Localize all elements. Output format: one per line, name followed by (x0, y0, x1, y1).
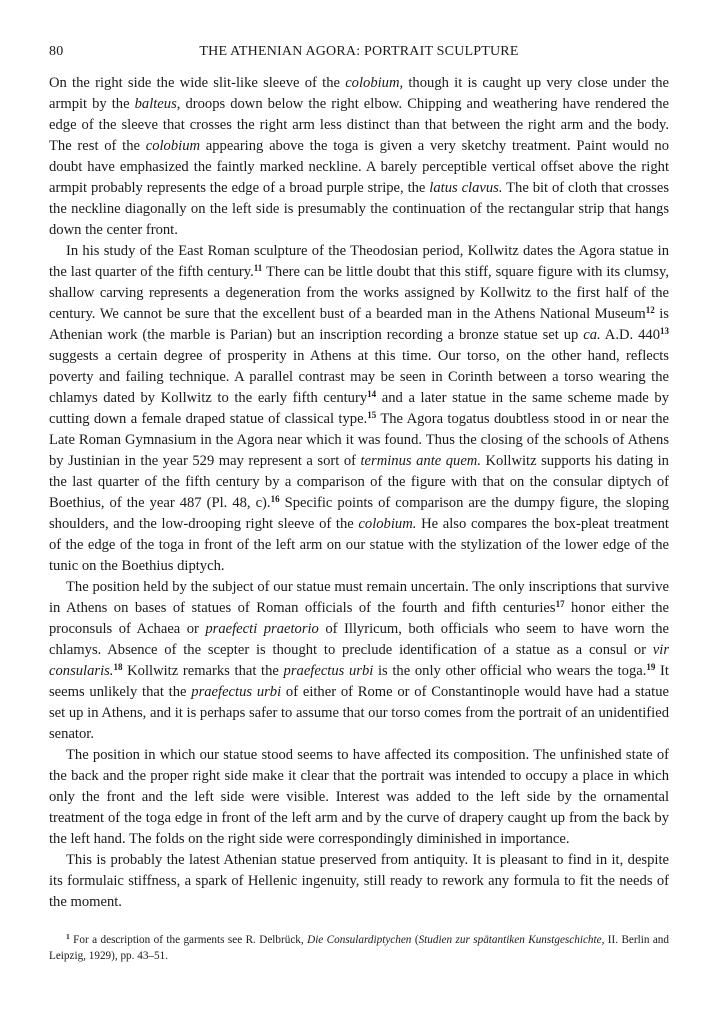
footnote-ref: 17 (555, 599, 565, 609)
body-text (49, 73, 669, 913)
running-header (49, 44, 669, 64)
text-run: A.D. 440 (600, 327, 660, 343)
footnote-ref: 14 (367, 389, 377, 399)
text-run: Kollwitz remarks that the (122, 663, 284, 679)
text-run: honor either the proconsuls of Achaea or (49, 600, 670, 637)
text-run: For a description of the garments see R. Delbrück, (69, 934, 308, 946)
page-number: 80 (49, 44, 64, 59)
text-run: appearing above the toga is given a very sketchy treatment. Paint would no doubt have emphasized the faintly marked neckline. A barely perceptible vertical offset above the right armpit probably represents the edge of a broad purple stripe, the (49, 138, 669, 196)
paragraph (49, 241, 669, 577)
text-run: There can be little doubt that this stiff, square figure with its clumsy, shallow carving represents a degeneration from the works assigned by Kollwitz to the first half of the century. We cannot be sure that the excellent bust of a bearded man in the Athens National Museum (49, 264, 669, 322)
italic-text: ca. (583, 327, 601, 343)
text-run: though it is caught up very close under the armpit by the (49, 75, 670, 112)
text-run: On the right side the wide slit-like sleeve of the (49, 75, 346, 91)
italic-text: vir consularis. (49, 642, 669, 679)
italic-text: colobium, (345, 75, 404, 91)
running-title: THE ATHENIAN AGORA: PORTRAIT SCULPTURE (199, 44, 519, 59)
italic-text: balteus, (134, 96, 181, 112)
footnote-ref: 11 (253, 263, 263, 273)
italic-text: praefectus urbi (191, 684, 282, 700)
footnote-ref: 15 (367, 410, 377, 420)
text-run: is Athenian work (the marble is Parian) but an inscription recording a bronze statue set up (49, 306, 669, 343)
paragraph (49, 73, 669, 241)
italic-text: terminus ante quem. (360, 453, 481, 469)
footnote (49, 932, 669, 964)
text-run: ( (411, 934, 419, 946)
text-run: Kollwitz supports his dating in the last quarter of the fifth century by a comparison of the figure with that on the consular diptych of Boethius, of the year 487 (Pl. 48, c). (49, 453, 669, 511)
text-run: of Illyricum, both officials who seem to have worn the chlamys. Absence of the scepter is thought to preclude identification of a statue as a consul or (49, 621, 669, 658)
footnotes (49, 932, 669, 964)
text-run: and a later statue in the same scheme made by cutting down a female draped statue of classical type. (49, 390, 669, 427)
text-run: It seems unlikely that the (49, 663, 669, 700)
text-run: Specific points of comparison are the dumpy figure, the sloping shoulders, and the low-drooping right sleeve of the (49, 495, 669, 532)
text-run: The position held by the subject of our statue must remain uncertain. The only inscriptions that survive in Athens on bases of statues of Roman officials of the fourth and fifth centuries (49, 579, 669, 616)
italic-text: colobium. (358, 516, 417, 532)
text-run: suggests a certain degree of prosperity in Athens at this time. Our torso, on the other hand, reflects poverty and failing technique. A parallel contrast may be seen in Corinth between a torso wearing the chlamys dated by Kollwitz to the early fifth century (49, 348, 669, 406)
paragraph (49, 577, 669, 745)
text-run: He also compares the box-pleat treatment of the edge of the toga in front of the left arm on our statue with the stylization of the lower edge of the tunic on the Boethius diptych. (49, 516, 669, 574)
text-run: The position in which our statue stood seems to have affected its composition. The unfinished state of the back and the proper right side make it clear that the portrait was intended to occupy a place in which only the front and the left side were visible. Interest was added to the left side by the ornamental treatment of the toga edge in front of the left arm and by the curve of drapery caught up from the back by the left hand. The folds on the right side were correspondingly diminished in importance. (49, 747, 669, 847)
text-run: The Agora togatus doubtless stood in or near the Late Roman Gymnasium in the Agora near which it was found. Thus the closing of the schools of Athens by Justinian in the year 529 may represent a sort of (49, 411, 670, 469)
italic-text: praefectus urbi (283, 663, 374, 679)
text-run: II. Berlin and Leipzig, 1929), pp. 43–51. (49, 934, 669, 962)
paragraph (49, 745, 669, 850)
footnote-ref: 16 (270, 494, 280, 504)
footnote-ref: 1 (66, 932, 70, 941)
text-run: This is probably the latest Athenian statue preserved from antiquity. It is pleasant to find in it, despite its formulaic stiffness, a spark of Hellenic ingenuity, still ready to rework any formula to fit the needs of the moment. (49, 852, 669, 910)
italic-text: latus clavus. (429, 180, 503, 196)
italic-text: praefecti praetorio (205, 621, 319, 637)
italic-text: Die Consulardiptychen (307, 934, 412, 946)
italic-text: Studien zur spätantiken Kunstgeschichte, (418, 934, 605, 946)
text-run: is the only other official who wears the toga. (373, 663, 647, 679)
footnote-ref: 18 (113, 662, 123, 672)
text-run: The bit of cloth that crosses the neckline diagonally on the left side is presumably the continuation of the rectangular strip that hangs down the center front. (49, 180, 670, 238)
italic-text: colobium (145, 138, 201, 154)
footnote-ref: 19 (646, 662, 656, 672)
text-run: of either of Rome or of Constantinople would have had a statue set up in Athens, and it is perhaps safer to assume that our torso comes from the portrait of an unidentified senator. (49, 684, 669, 742)
text-run: In his study of the East Roman sculpture of the Theodosian period, Kollwitz dates the Agora statue in the last quarter of the fifth century. (49, 243, 669, 280)
footnote-ref: 12 (645, 305, 655, 315)
paragraph (49, 850, 669, 913)
footnote-ref: 13 (660, 326, 669, 336)
text-run: droops down below the right elbow. Chipping and weathering have rendered the edge of the sleeve that crosses the right arm less distinct than that between the right arm and the body. The rest of the (49, 96, 669, 154)
